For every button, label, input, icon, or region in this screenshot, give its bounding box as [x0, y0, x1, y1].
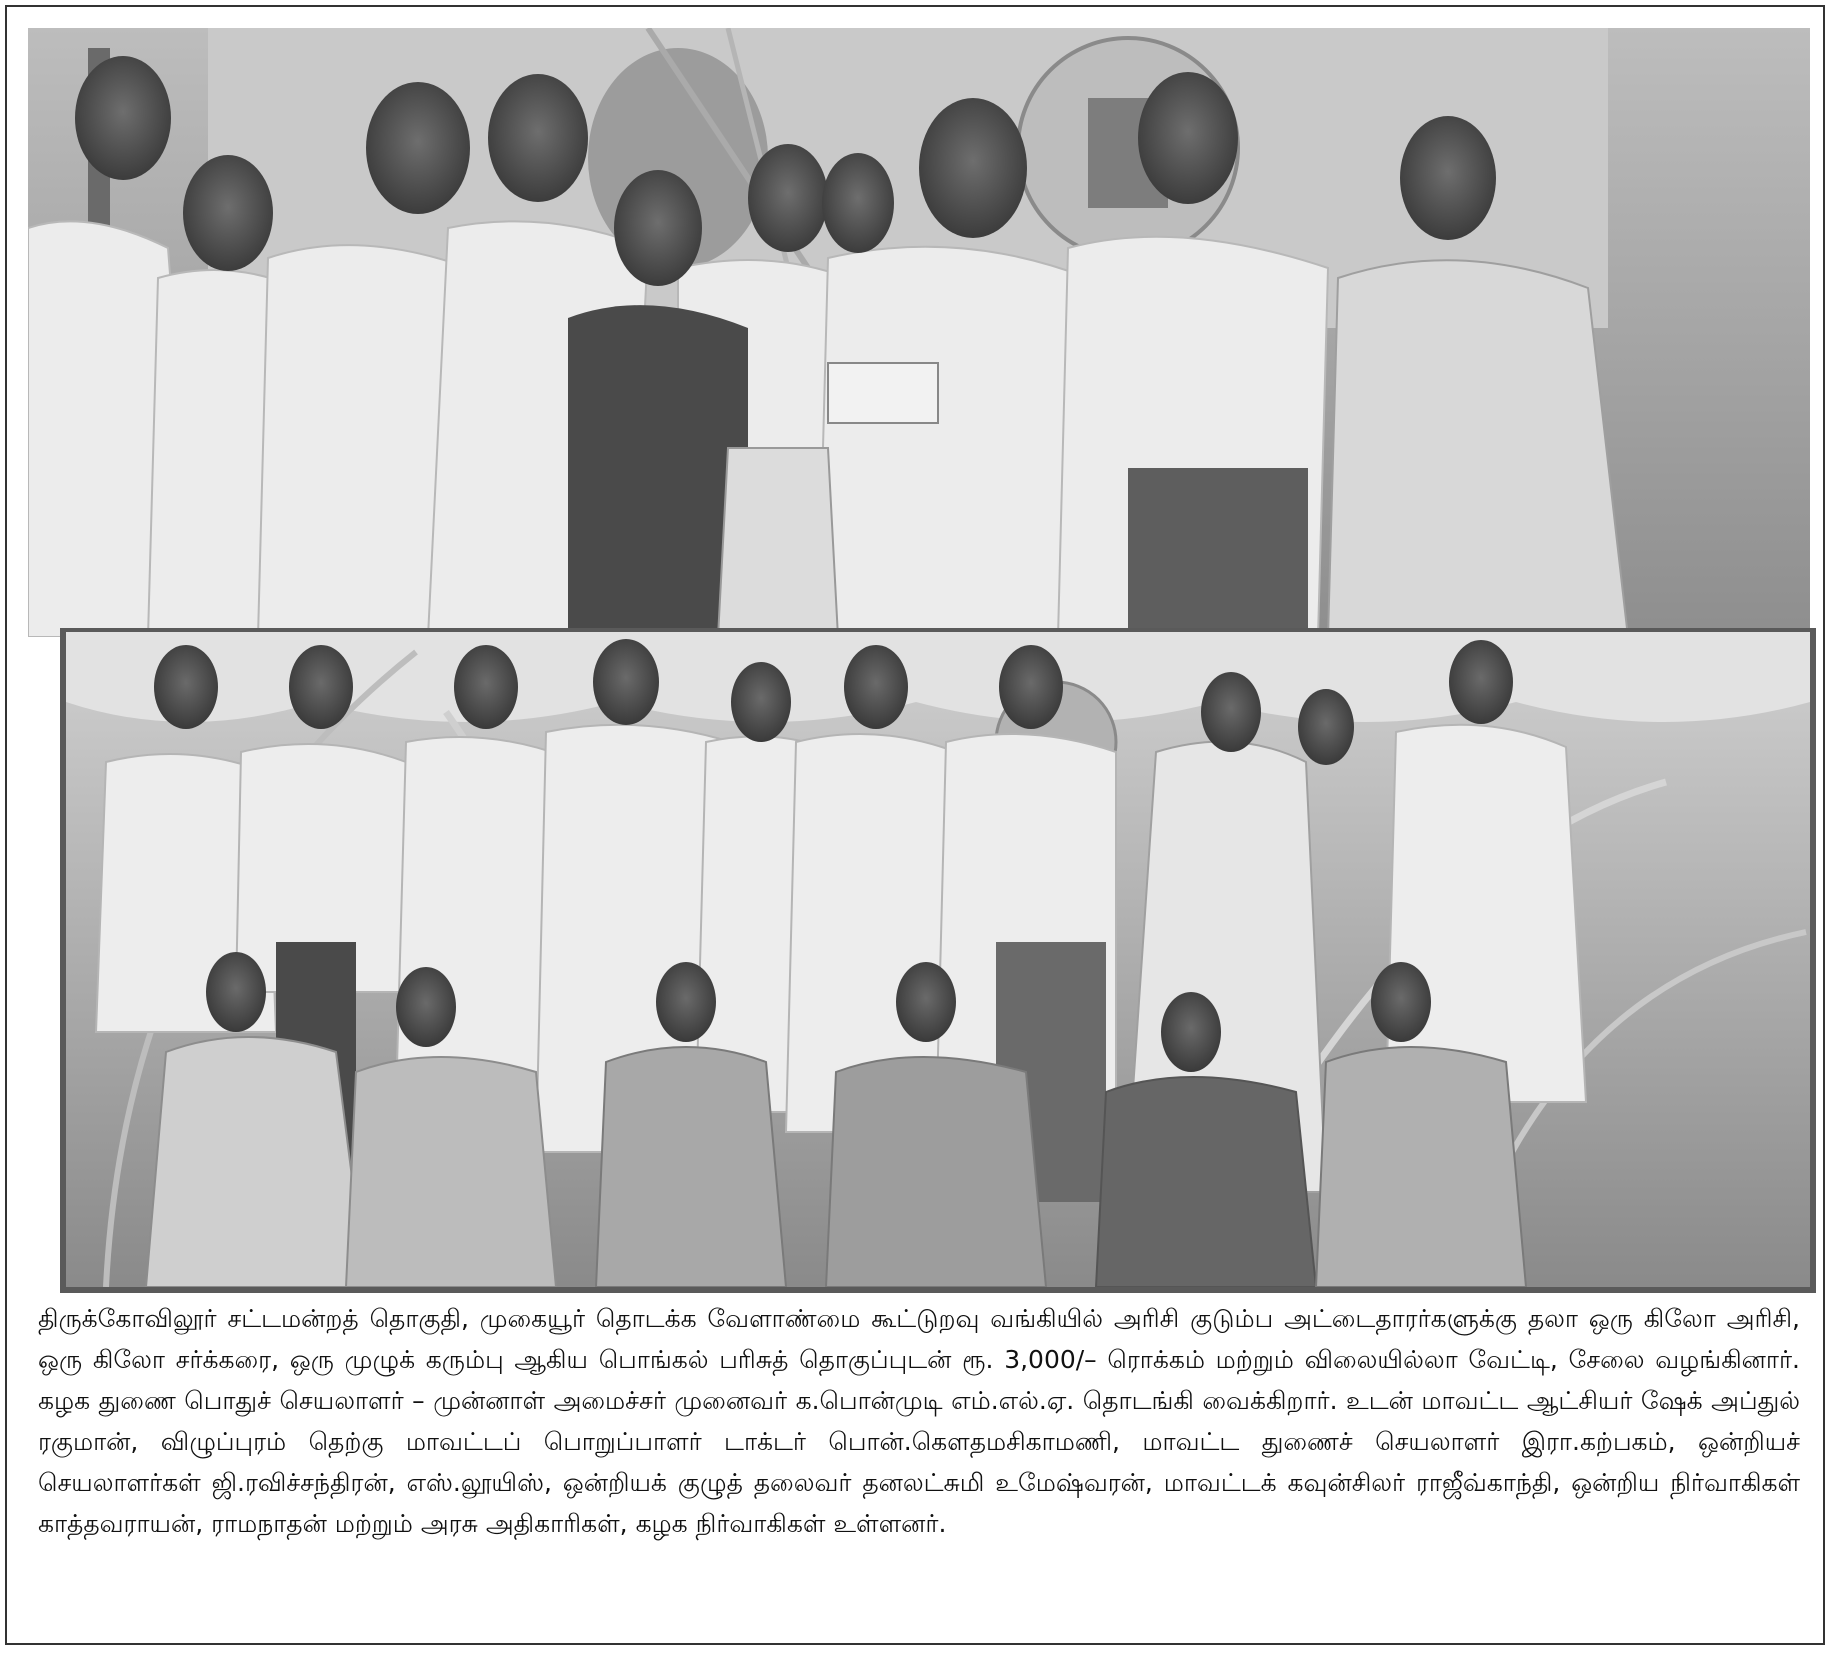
group-photo-icon	[28, 28, 1810, 637]
photo-caption: திருக்கோவிலூர் சட்டமன்றத் தொகுதி, முகையூர் தொடக்க வேளாண்மை கூட்டுறவு வங்கியில் அரிசி குடும்ப அட்டைதாரர்களுக்கு தலா ஒரு கிலோ அரிசி, ஒரு கிலோ சர்க்கரை, ஒரு முழுக் கரும்பு ஆகிய பொங்கல் பரிசுத் தொகுப்புடன் ரூ. 3,000/– ரொக்கம் மற்றும் விலையில்லா வேட்டி, சேலை வழங்கினார். கழக துணை பொதுச் செயலாளர் – முன்னாள் அமைச்சர் முனைவர் க.பொன்முடி எம்.எல்.ஏ. தொடங்கி வைக்கிறார். உடன் மாவட்ட ஆட்சியர் ஷேக் அப்துல் ரகுமான், விழுப்புரம் தெற்கு மாவட்டப் பொறுப்பாளர் டாக்டர் பொன்.கௌதமசிகாமணி, மாவட்ட துணைச் செயலாளர் இரா.கற்பகம், ஒன்றியச் செயலாளர்கள் ஜி.ரவிச்சந்திரன், எஸ்.லூயிஸ், ஒன்றியக் குழுத் தலைவர் தனலட்சுமி உமேஷ்வரன், மாவட்டக் கவுன்சிலர் ராஜீவ்காந்தி, ஒன்றிய நிர்வாகிகள் காத்தவராயன், ராமநாதன் மற்றும் அரசு அதிகாரிகள், கழக நிர்வாகிகள் உள்ளனர்.	[38, 1304, 1800, 1538]
photo-top	[28, 28, 1810, 637]
group-photo-icon	[66, 632, 1810, 1287]
photo-bottom	[66, 632, 1810, 1287]
